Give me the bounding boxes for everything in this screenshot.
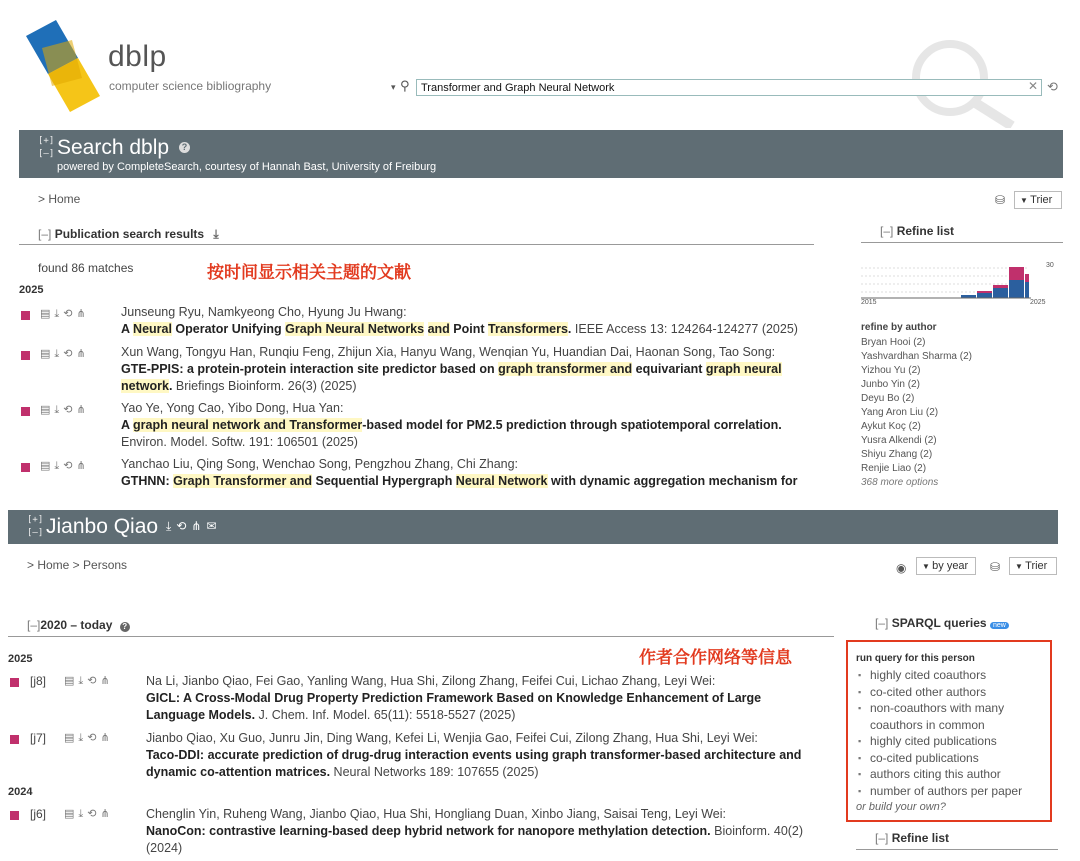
collapse-toggle[interactable]: [–] [38,149,55,159]
annotation-by-time: 按时间显示相关主题的文献 [207,263,411,282]
mirror-select[interactable]: ▼ Trier [1009,557,1057,575]
logo-title: dblp [108,40,167,73]
refine-author-item[interactable]: Aykut Koç (2) [861,421,921,432]
hist-bar [977,293,992,298]
result-authors[interactable]: Junseung Ryu, Namkyeong Cho, Hyung Ju Hwang: [121,305,407,319]
person-header-bar [8,510,1058,544]
result-title[interactable]: A graph neural network and Transformer-based model for PM2.5 prediction through spatiotemporal correlation. [121,418,782,432]
match-count: found 86 matches [38,261,134,275]
sparql-toggle[interactable]: [–] [875,616,889,630]
pub-results-toggle[interactable]: [–] [38,227,52,241]
refine-author-item[interactable]: Yusra Alkendi (2) [861,435,937,446]
refine-author-item[interactable]: Yizhou Yu (2) [861,365,921,376]
entry-action-icons[interactable]: ▤⤓⟲⋔ [64,732,114,744]
publication-type-marker [21,351,30,360]
hist-bar [1025,282,1029,298]
new-badge: new [990,622,1009,629]
pub-authors[interactable]: Na Li, Jianbo Qiao, Fei Gao, Yanling Wang, Hua Shi, Zilong Zhang, Feifei Cui, Lichao Zhang, Leyi Wei: [146,674,716,688]
person-name: Jianbo Qiao [46,515,159,538]
period-toggle[interactable]: [–] [27,618,41,632]
refine-by-author-label: refine by author [861,322,937,333]
more-options-link[interactable]: 368 more options [861,477,939,488]
hist-bar [1009,280,1024,298]
result-authors[interactable]: Yao Ye, Yong Cao, Yibo Dong, Hua Yan: [121,401,344,415]
divider [856,849,1058,850]
chart-year-start: 2015 [861,299,877,306]
divider [8,636,834,637]
expand-toggle[interactable]: [+] [27,515,44,525]
hist-bar [993,288,1008,298]
refine-author-item[interactable]: Deyu Bo (2) [861,393,915,404]
search-header-bar [19,130,1063,178]
search-term-highlight: Graph Transformer and [173,474,313,488]
entry-action-icons[interactable]: ▤⤓⟲⋔ [64,675,114,687]
refine-author-item[interactable]: Bryan Hooi (2) [861,337,926,348]
chart-max-label: 30 [1046,262,1054,269]
run-query-label: run query for this person [856,653,975,664]
breadcrumb[interactable]: > Home [38,192,81,206]
sparql-queries-box [846,640,1052,822]
mirror-select[interactable]: ▼ Trier [1014,191,1062,209]
search-term-highlight: Graph Neural Networks [285,322,425,336]
result-authors[interactable]: Yanchao Liu, Qing Song, Wenchao Song, Pengzhou Zhang, Chi Zhang: [121,457,519,471]
magnifier-watermark-icon [900,28,1020,128]
dblp-logo[interactable] [22,18,282,118]
result-title[interactable]: A Neural Operator Unifying Graph Neural Networks and Point Transformers. [121,322,572,336]
entry-action-icons[interactable]: ▤⤓⟲⋔ [64,808,114,820]
search-settings-icon[interactable]: ⟲ [1047,79,1058,94]
period-heading: [–]2020 – today ? [27,618,130,632]
clear-search-icon[interactable]: ✕ [1028,79,1039,93]
sparql-query-item[interactable]: ▪ non-coauthors with many coauthors in common [858,700,1048,733]
logo-mark-icon [22,18,104,116]
refine-author-item[interactable]: Shiyu Zhang (2) [861,449,933,460]
order-select[interactable]: ▼ by year [916,557,976,575]
sparql-query-item[interactable]: ▪ highly cited publications [858,733,1048,750]
result-venue[interactable]: IEEE Access 13: 124264-124277 (2025) [571,322,798,336]
pub-authors[interactable]: Jianbo Qiao, Xu Guo, Junru Jin, Ding Wang, Kefei Li, Wenjia Gao, Feifei Cui, Zilong Zhang, Hua Shi, Leyi Wei: [146,731,758,745]
refine-author-item[interactable]: Yashvardhan Sharma (2) [861,351,972,362]
divider [861,242,1063,243]
hannah-bast-link[interactable]: Hannah Bast [261,161,326,173]
result-venue[interactable]: Briefings Bioinform. 26(3) (2025) [172,379,357,393]
publication-type-marker [10,678,19,687]
hist-bar [1025,274,1029,282]
refine-list-heading-2: [–] Refine list [875,831,950,845]
collapse-toggle[interactable]: [–] [27,528,44,538]
completesearch-link[interactable]: CompleteSearch [116,161,199,173]
refine-list-heading: [–] Refine list [880,224,955,238]
sparql-query-item[interactable]: ▪ co-cited other authors [858,684,1048,701]
search-icon[interactable]: ⚲ [400,78,410,93]
divider [19,244,814,245]
result-title[interactable]: GTHNN: Graph Transformer and Sequential Hypergraph Neural Network with dynamic aggregation mechanism for [121,474,798,488]
entry-action-icons[interactable]: ▤⤓⟲⋔ [40,348,90,360]
refine-author-item[interactable]: Yang Aron Liu (2) [861,407,939,418]
pub-year: 2025 [8,653,33,665]
hist-bar [977,291,992,293]
hist-bar [993,285,1008,288]
help-icon[interactable]: ? [120,622,130,632]
refine-author-item[interactable]: Junbo Yin (2) [861,379,920,390]
search-term-highlight: Neural [133,322,172,336]
logo-subtitle: computer science bibliography [109,79,272,93]
sparql-query-item[interactable]: ▪ co-cited publications [858,750,1048,767]
database-icon[interactable]: ⛁ [990,560,1001,574]
sparql-heading: [–] SPARQL queries new [875,616,1009,630]
refine-author-item[interactable]: Renjie Liao (2) [861,463,927,474]
search-term-highlight: Neural Network [455,474,548,488]
refine-toggle[interactable]: [–] [880,224,894,238]
hist-bar [1009,267,1024,280]
pub-title[interactable]: GICL: A Cross-Modal Drug Property Prediction Framework Based on Knowledge Enhancement of Large Language Models. [146,691,762,722]
search-input[interactable]: Transformer and Graph Neural Network [416,79,1042,96]
search-term-highlight: Transformers [488,322,568,336]
search-term-highlight: graph neural network and Transformer [133,418,363,432]
entry-action-icons[interactable]: ▤⤓⟲⋔ [40,308,90,320]
sparql-query-item[interactable]: ▪ highly cited coauthors [858,667,1048,684]
result-title[interactable]: GTE-PPIS: a protein-protein interaction site predictor based on graph transformer and equivariant graph neural network. [121,362,782,393]
powered-by-text: powered by CompleteSearch, courtesy of Hannah Bast, University of Freiburg [57,161,437,173]
pub-venue[interactable]: Bioinform. 40(2) (2024) [146,824,804,855]
expand-toggle[interactable]: [+] [38,136,55,146]
entry-action-icons[interactable]: ▤⤓⟲⋔ [40,460,90,472]
pub-results-heading: [–] Publication search results ⤓ [38,227,219,241]
search-scope-dropdown[interactable]: ▾ [391,82,396,92]
help-icon[interactable]: ? [179,142,190,153]
pub-year: 2024 [8,786,33,798]
search-term-highlight: graph neural network [121,362,782,393]
download-icon[interactable]: ⤓ [213,227,219,241]
entry-action-icons[interactable]: ▤⤓⟲⋔ [40,404,90,416]
person-action-icons[interactable]: ⤓⟲⋔✉ [166,519,222,533]
pub-title[interactable]: NanoCon: contrastive learning-based deep hybrid network for nanopore methylation detection. [146,824,711,838]
page-title: Search dblp [57,136,170,159]
result-authors[interactable]: Xun Wang, Tongyu Han, Runqiu Feng, Zhijun Xia, Hanyu Wang, Wenqian Yu, Huandian Dai, Haonan Song, Tao Song: [121,345,776,359]
chart-year-end: 2025 [1030,299,1046,306]
breadcrumb[interactable]: > Home > Persons [27,558,128,572]
search-term-highlight: and [427,322,450,336]
refine-toggle[interactable]: [–] [875,831,889,845]
pub-authors[interactable]: Chenglin Yin, Ruheng Wang, Jianbo Qiao, Hua Shi, Hongliang Duan, Xinbo Jiang, Saisai Teng, Leyi Wei: [146,807,726,821]
publication-type-marker [10,811,19,820]
eye-icon[interactable]: ◉ [896,561,907,575]
result-venue[interactable]: Environ. Model. Softw. 191: 106501 (2025) [121,435,358,449]
sparql-query-item[interactable]: ▪ number of authors per paper [858,783,1048,800]
sparql-query-item[interactable]: ▪ authors citing this author [858,766,1048,783]
pub-key: [j8] [30,674,47,688]
publication-type-marker [10,735,19,744]
results-list [19,300,814,498]
publication-type-marker [21,407,30,416]
annotation-coauthor-network: 作者合作网络等信息 [639,648,792,667]
pub-venue[interactable]: J. Chem. Inf. Model. 65(11): 5518-5527 (2025) [255,708,516,722]
refine-author-list [861,336,1061,490]
publication-type-marker [21,311,30,320]
search-term-highlight: graph transformer and [498,362,633,376]
pub-title[interactable]: Taco-DDI: accurate prediction of drug-drug interaction events using graph transformer-based architecture and dynamic co-attention matrices. [146,748,802,779]
results-year: 2025 [19,284,44,296]
publication-type-marker [21,463,30,472]
pub-key: [j6] [30,807,47,821]
pub-venue[interactable]: Neural Networks 189: 107655 (2025) [330,765,539,779]
database-icon[interactable]: ⛁ [995,193,1006,207]
pub-key: [j7] [30,731,47,745]
build-your-own-link[interactable]: or build your own? [856,801,946,813]
